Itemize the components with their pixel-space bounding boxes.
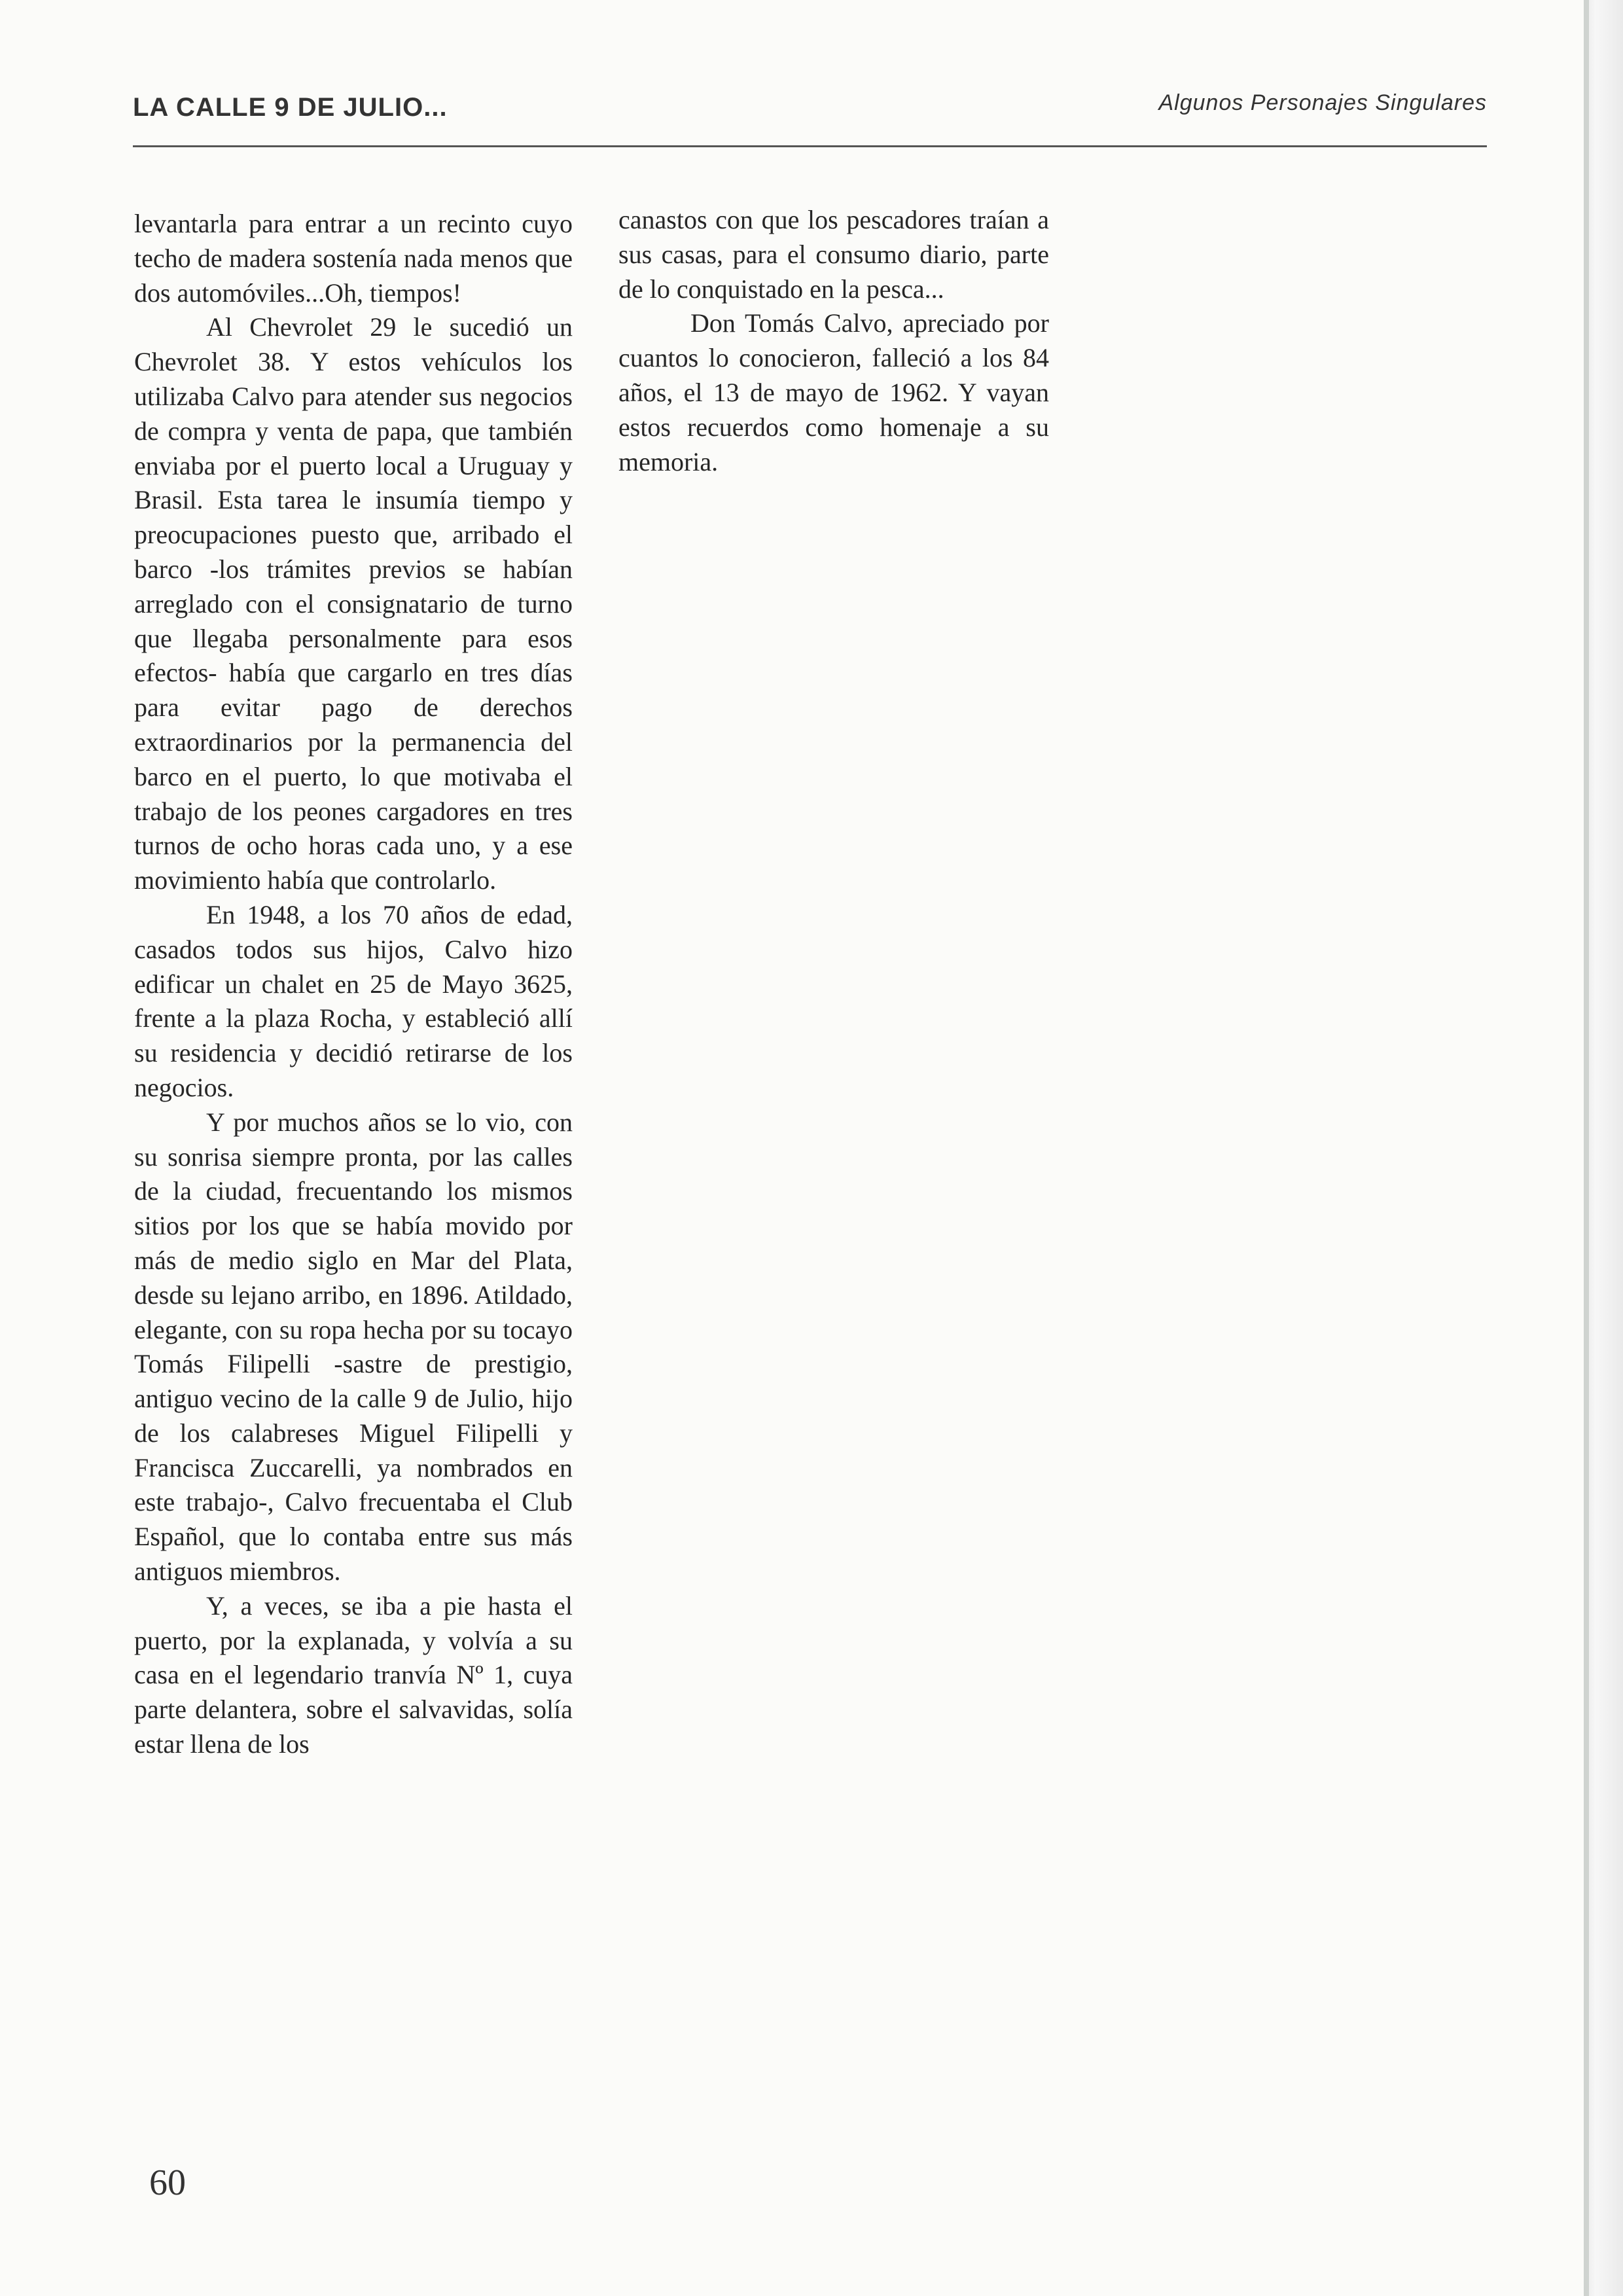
text-column-right (618, 203, 1049, 479)
scan-edge (1584, 0, 1623, 2296)
running-header (133, 86, 1487, 147)
paragraph: En 1948, a los 70 años de edad, casados todos sus hijos, Calvo hizo edificar un chalet en 25 de Mayo 3625, frente a la plaza Rocha, y estableció allí su residencia y decidió retirarse de los negocios. (134, 899, 573, 1102)
paragraph: Al Chevrolet 29 le sucedió un Chevrolet 38. Y estos vehículos los utilizaba Calvo para atender sus negocios de compra y venta de papa, que también enviaba por el puerto local a Uruguay y Brasil. Esta tarea le insumía tiempo y preocupaciones puesto que, arribado el barco -los trámites previos se habían arreglado con el consignatario de turno que llegaba personalmente para esos efectos- había que cargarlo en tres días para evitar pago de derechos extraordinarios por la permanencia del barco en el puerto, lo que motivaba el trabajo de los peones cargadores en tres turnos de ocho horas cada uno, y a ese movimiento había que controlarlo. (134, 312, 573, 895)
paragraph: Y, a veces, se iba a pie hasta el puerto, por la explanada, y volvía a su casa en el legendario tranvía Nº 1, cuya parte delantera, sobre el salvavidas, solía estar llena de los (134, 1590, 573, 1759)
paragraph: Y por muchos años se lo vio, con su sonrisa siempre pronta, por las calles de la ciudad, frecuentando los mismos sitios por los que se había movido por más de medio siglo en Mar del Plata, desde su lejano arribo, en 1896. Atildado, elegante, con su ropa hecha por su tocayo Tomás Filipelli -sastre de prestigio, antiguo vecino de la calle 9 de Julio, hijo de los calabreses Miguel Filipelli y Francisca Zuccarelli, ya nombrados en este trabajo-, Calvo frecuentaba el Club Español, que lo contaba entre sus más antiguos miembros. (134, 1107, 573, 1587)
text-column-left (134, 207, 573, 1762)
binding-shadow (1584, 0, 1589, 2296)
paragraph: canastos con que los pescadores traían a sus casas, para el consumo diario, parte de lo conquistado en la pesca... (618, 205, 1049, 304)
paragraph: levantarla para entrar a un recinto cuyo techo de madera sostenía nada menos que dos automóviles...Oh, tiempos! (134, 209, 573, 308)
page-number: 60 (149, 2162, 186, 2203)
paragraph: Don Tomás Calvo, apreciado por cuantos lo conocieron, falleció a los 84 años, el 13 de mayo de 1962. Y vayan estos recuerdos como homenaje a su memoria. (618, 308, 1049, 476)
header-chapter-title: Algunos Personajes Singulares (1158, 90, 1487, 115)
header-book-title: LA CALLE 9 DE JULIO... (133, 93, 448, 122)
